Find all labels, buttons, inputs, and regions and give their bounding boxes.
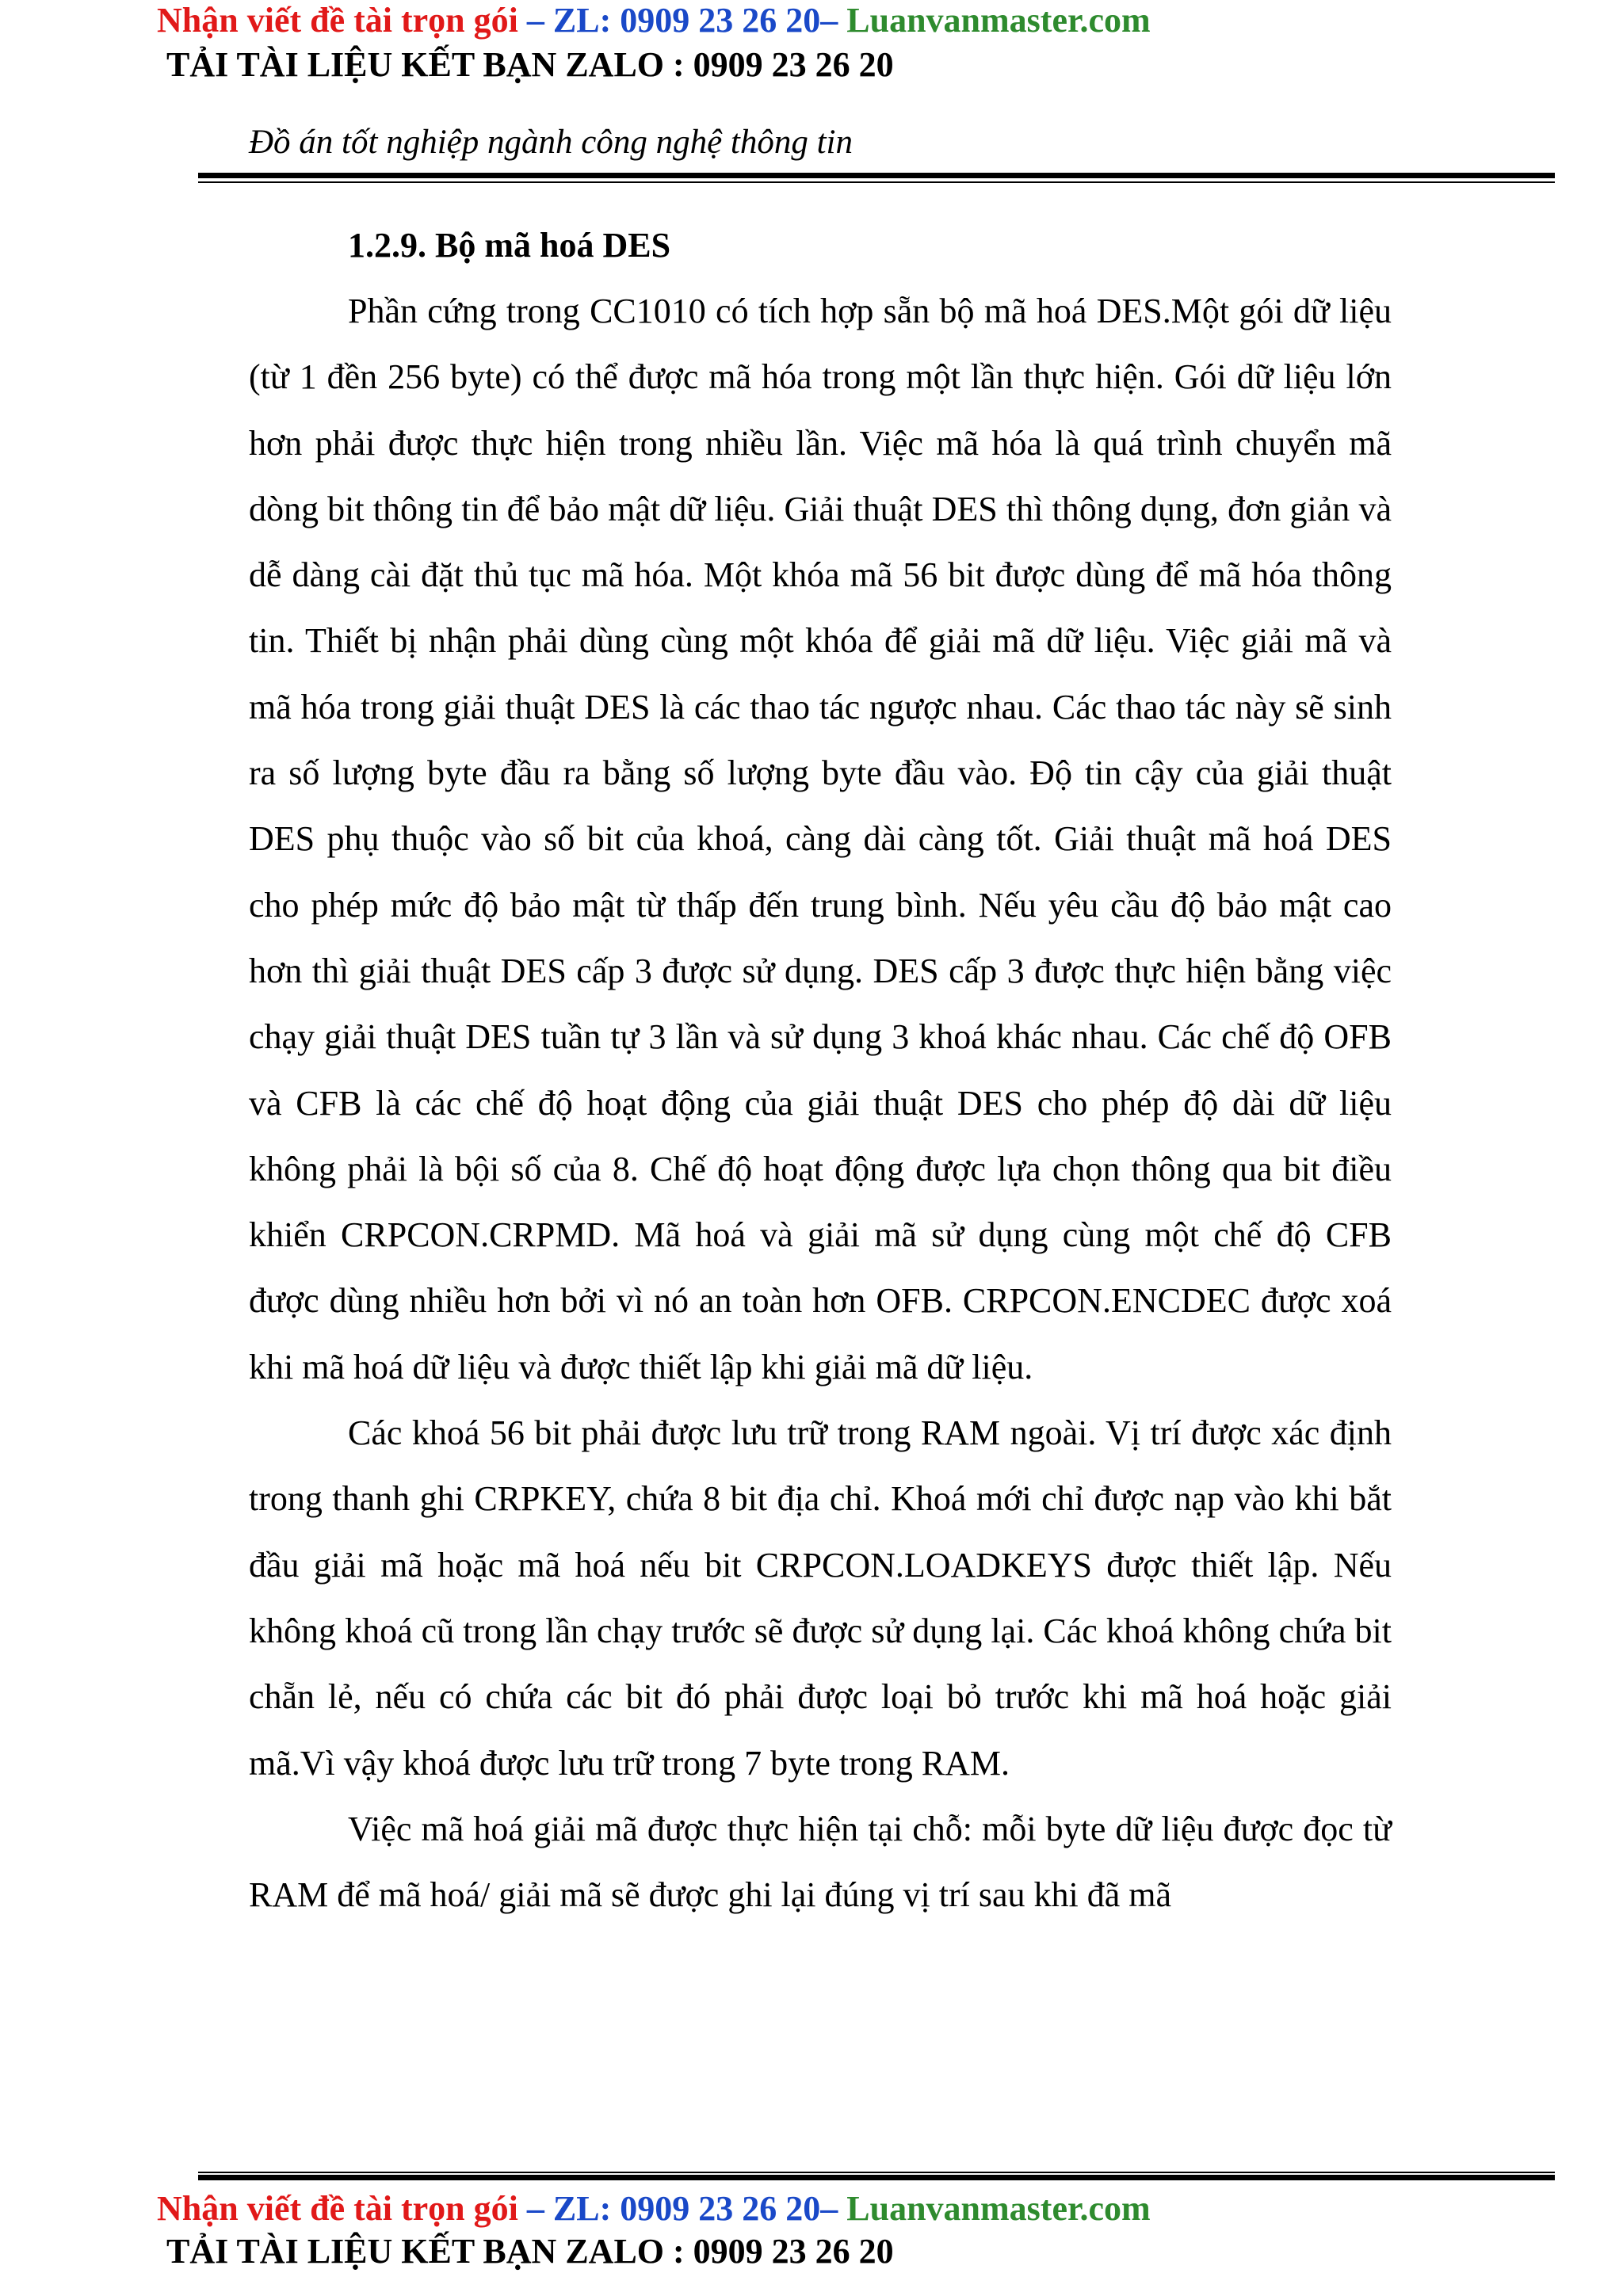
footer-banner-zalo-text: – ZL: 0909 23 26 20: [517, 2189, 821, 2228]
banner-zalo-text: – ZL: 0909 23 26 20: [517, 1, 821, 40]
banner-website[interactable]: Luanvanmaster.com: [846, 1, 1151, 40]
banner-dash: –: [820, 1, 847, 40]
paragraph-3: Việc mã hoá giải mã được thực hiện tại chỗ: mỗi byte dữ liệu được đọc từ RAM để mã hoá/ giải mã sẽ được ghi lại đúng vị trí sau khi đã mã: [249, 1809, 1392, 1915]
header-rule-thin: [198, 181, 1555, 183]
banner-service-text: Nhận viết đề tài trọn gói: [157, 1, 518, 40]
paragraph-1: Phần cứng trong CC1010 có tích hợp sẵn bộ mã hoá DES.Một gói dữ liệu (từ 1 đền 256 byte) có thể được mã hóa trong một lần thực hiện. Gói dữ liệu lớn hơn phải được thực hiện trong nhiều lần. Việc mã hóa là quá trình chuyển mã dòng bit thông tin để bảo mật dữ liệu. Giải thuật DES thì thông dụng, đơn giản và dễ dàng cài đặt thủ tục mã hóa. Một khóa mã 56 bit được dùng để mã hóa thông tin. Thiết bị nhận phải dùng cùng một khóa để giải mã dữ liệu. Việc giải mã và mã hóa trong giải thuật DES là các thao tác ngược nhau. Các thao tác này sẽ sinh ra số lượng byte đầu ra bằng số lượng byte đầu vào. Độ tin cậy của giải thuật DES phụ thuộc vào số bit của khoá, càng dài càng tốt. Giải thuật mã hoá DES cho phép mức độ bảo mật từ thấp đến trung bình. Nếu yêu cầu độ bảo mật cao hơn thì giải thuật DES cấp 3 được sử dụng. DES cấp 3 được thực hiện bằng việc chạy giải thuật DES tuần tự 3 lần và sử dụng 3 khoá khác nhau. Các chế độ OFB và CFB là các chế độ hoạt động của giải thuật DES cho phép độ dài dữ liệu không phải là bội số của 8. Chế độ hoạt động được lựa chọn thông qua bit điều khiển CRPCON.CRPMD. Mã hoá và giải mã sử dụng cùng một chế độ CFB được dùng nhiều hơn bởi vì nó an toàn hơn OFB. CRPCON.ENCDEC được xoá khi mã hoá dữ liệu và được thiết lập khi giải mã dữ liệu.: [249, 292, 1392, 1386]
footer-rule-thin: [198, 2172, 1555, 2173]
paragraph-2: Các khoá 56 bit phải được lưu trữ trong RAM ngoài. Vị trí được xác định trong thanh ghi CRPKEY, chứa 8 bit địa chỉ. Khoá mới chỉ được nạp vào khi bắt đầu giải mã hoặc mã hoá nếu bit CRPCON.LOADKEYS được thiết lập. Nếu không khoá cũ trong lần chạy trước sẽ được sử dụng lại. Các khoá không chứa bit chẵn lẻ, nếu có chứa các bit đó phải được loại bỏ trước khi mã hoá hoặc giải mã.Vì vậy khoá được lưu trữ trong 7 byte trong RAM.: [249, 1413, 1392, 1783]
footer-banner-dash: –: [820, 2189, 847, 2228]
footer-banner-line-2: TẢI TÀI LIỆU KẾT BẠN ZALO : 0909 23 26 20: [166, 2232, 894, 2271]
footer-banner-line-1: [157, 2191, 1151, 2226]
footer-banner-service-text: Nhận viết đề tài trọn gói: [157, 2189, 518, 2228]
top-banner-line-1: [157, 3, 1151, 38]
running-header: Đồ án tốt nghiệp ngành công nghệ thông tin: [249, 124, 853, 161]
section-heading: 1.2.9. Bộ mã hoá DES: [348, 226, 671, 265]
footer-rule-thick: [198, 2175, 1555, 2180]
top-banner-line-2: TẢI TÀI LIỆU KẾT BẠN ZALO : 0909 23 26 20: [166, 45, 894, 84]
footer-banner-website[interactable]: Luanvanmaster.com: [846, 2189, 1151, 2228]
header-rule-thick: [198, 173, 1555, 178]
document-body: [249, 212, 1392, 1928]
